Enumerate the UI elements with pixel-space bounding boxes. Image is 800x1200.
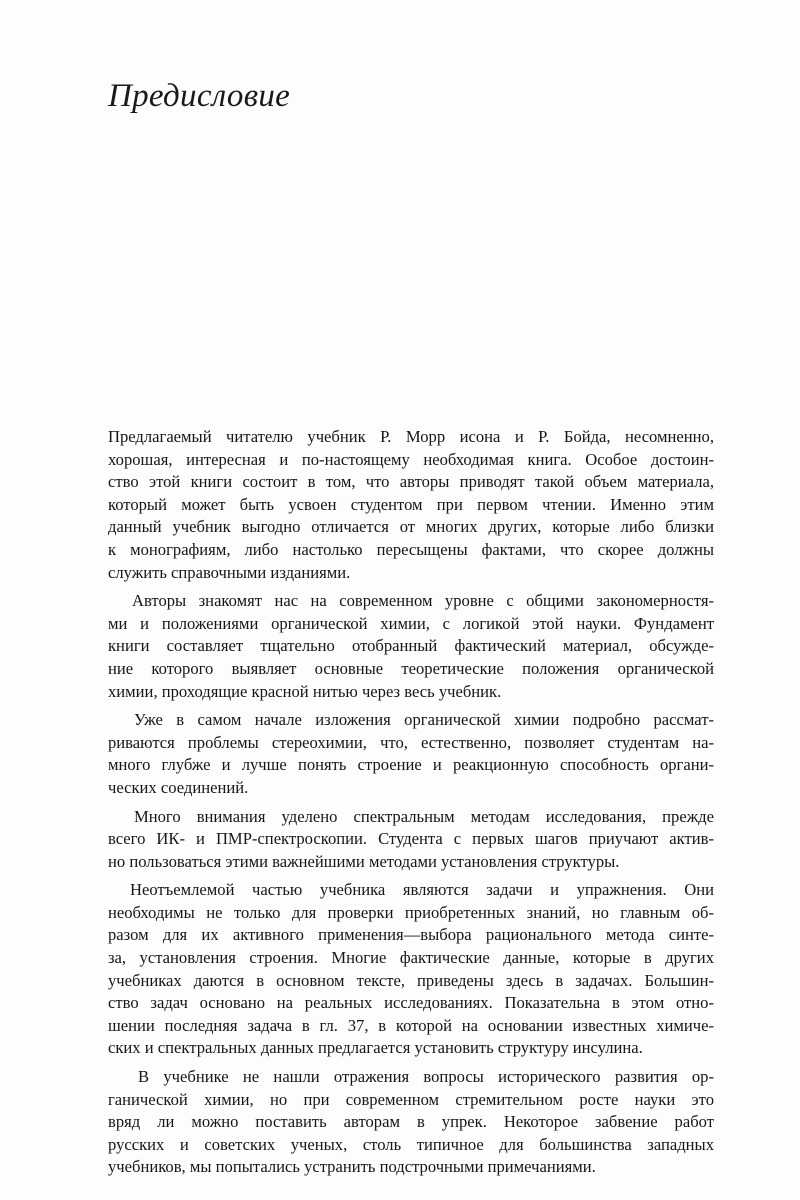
paragraph bbox=[108, 879, 714, 1060]
text-line: учебников, мы попытались устранить подстрочными примечаниями. bbox=[108, 1157, 596, 1177]
text-line: ство этой книги состоит в том, что авторы приводят такой объем материала, bbox=[108, 472, 714, 492]
text-line: книги составляет тщательно отобранный фактический материал, обсужде- bbox=[108, 636, 714, 656]
text-line: Уже в самом начале изложения органической химии подробно рассмат- bbox=[134, 710, 714, 730]
paragraph bbox=[108, 709, 714, 799]
text-line: ство задач основано на реальных исследованиях. Показательна в этом отно- bbox=[108, 993, 714, 1013]
text-line: разом для их активного применения—выбора рационального метода синте- bbox=[108, 925, 714, 945]
text-line: Предлагаемый читателю учебник Р. Морр исона и Р. Бойда, несомненно, bbox=[108, 427, 714, 446]
text-line: ми и положениями органической химии, с логикой этой науки. Фундамент bbox=[108, 613, 714, 633]
text-line: за, установления строения. Многие фактические данные, которые в других bbox=[108, 948, 714, 968]
paragraph bbox=[108, 806, 714, 874]
text-line: вряд ли можно поставить авторам в упрек. Некоторое забвение работ bbox=[108, 1112, 714, 1132]
text-line: много глубже и лучше понять строение и реакционную способность органи- bbox=[108, 755, 714, 775]
text-line: ских и спектральных данных предлагается установить структуру инсулина. bbox=[108, 1038, 643, 1058]
text-line: русских и советских ученых, столь типичное для большинства западных bbox=[108, 1134, 714, 1154]
text-line: всего ИК- и ПМР-спектроскопии. Студента с первых шагов приучают актив- bbox=[108, 829, 714, 849]
text-line: ганической химии, но при современном стремительном росте науки это bbox=[108, 1089, 714, 1109]
text-line: ческих соединений. bbox=[108, 777, 249, 797]
text-line: ние которого выявляет основные теоретические положения органической bbox=[108, 658, 714, 678]
text-line: Авторы знакомят нас на современном уровне с общими закономерностя- bbox=[132, 591, 714, 611]
text-line: хорошая, интересная и по-настоящему необходимая книга. Особое достоин- bbox=[108, 449, 714, 469]
text-line: к монографиям, либо настолько пересыщены фактами, что скорее должны bbox=[108, 539, 714, 559]
preface-body bbox=[108, 426, 714, 1185]
text-line: необходимы не только для проверки приобретенных знаний, но главным об- bbox=[108, 902, 714, 922]
paragraph bbox=[108, 1066, 714, 1179]
text-line: учебниках даются в основном тексте, приведены здесь в задачах. Большин- bbox=[108, 970, 714, 990]
text-line: Неотъемлемой частью учебника являются задачи и упражнения. Они bbox=[130, 880, 714, 900]
text-line: шении последняя задача в гл. 37, в которой на основании известных химиче- bbox=[108, 1015, 714, 1035]
text-line: но пользоваться этими важнейшими методами установления структуры. bbox=[108, 851, 620, 871]
text-line: риваются проблемы стереохимии, что, естественно, позволяет студентам на- bbox=[108, 732, 714, 752]
text-line: В учебнике не нашли отражения вопросы исторического развития ор- bbox=[138, 1067, 714, 1087]
paragraph bbox=[108, 590, 714, 703]
text-line: Много внимания уделено спектральным методам исследования, прежде bbox=[134, 806, 714, 826]
text-line: служить справочными изданиями. bbox=[108, 562, 351, 582]
text-line: данный учебник выгодно отличается от многих других, которые либо близки bbox=[108, 517, 714, 537]
text-line: который может быть усвоен студентом при первом чтении. Именно этим bbox=[108, 494, 714, 514]
paragraph bbox=[108, 426, 714, 584]
text-line: химии, проходящие красной нитью через весь учебник. bbox=[108, 681, 502, 701]
page-title: Предисловие bbox=[108, 78, 291, 114]
